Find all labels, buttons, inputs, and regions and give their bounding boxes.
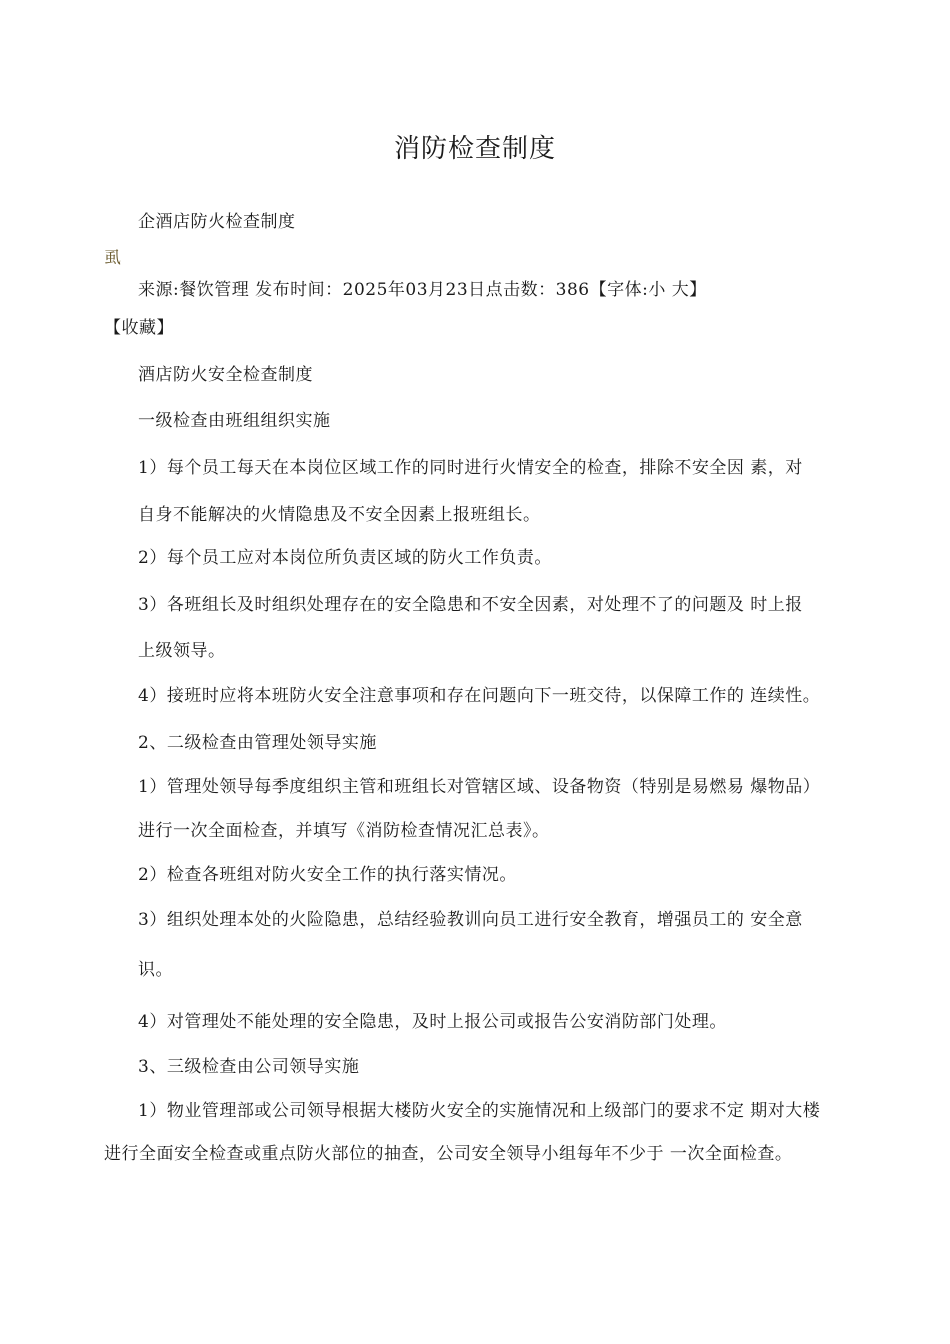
paragraph-line: 自身不能解决的火情隐患及不安全因素上报班组长。 [138, 505, 541, 525]
paragraph-line: 1）管理处领导每季度组织主管和班组长对管辖区域、设备物资（特别是易燃易 爆物品） [138, 777, 821, 797]
paragraph-line: 4）对管理处不能处理的安全隐患，及时上报公司或报告公安消防部门处理。 [138, 1012, 727, 1032]
favorite-link[interactable]: 【收藏】 [104, 318, 174, 338]
paragraph-line: 2）检查各班组对防火安全工作的执行落实情况。 [138, 865, 517, 885]
paragraph-line: 1）每个员工每天在本岗位区域工作的同时进行火情安全的检查，排除不安全因 素，对 [138, 458, 803, 478]
paragraph-line: 4）接班时应将本班防火安全注意事项和存在问题向下一班交待，以保障工作的 连续性。 [138, 686, 821, 706]
section-heading: 酒店防火安全检查制度 [138, 365, 313, 385]
doc-subtitle: 企酒店防火检查制度 [138, 212, 296, 232]
section-heading: 3、三级检查由公司领导实施 [138, 1057, 360, 1077]
paragraph-line: 进行全面安全检查或重点防火部位的抽查，公司安全领导小组每年不少于 一次全面检查。 [104, 1144, 793, 1164]
doc-meta-line: 来源:餐饮管理 发布时间：2025年03月23日点击数：386【字体:小 大】 [138, 280, 707, 300]
paragraph-line: 识。 [138, 960, 173, 980]
paragraph-line: 进行一次全面检查，并填写《消防检查情况汇总表》。 [138, 821, 550, 841]
page-title: 消防检查制度 [393, 134, 556, 164]
paragraph-line: 3）各班组长及时组织处理存在的安全隐患和不安全因素，对处理不了的问题及 时上报 [138, 595, 803, 615]
paragraph-line: 3）组织处理本处的火险隐患，总结经验教训向员工进行安全教育，增强员工的 安全意 [138, 910, 803, 930]
paragraph-line: 2）每个员工应对本岗位所负责区域的防火工作负责。 [138, 548, 552, 568]
paragraph-line: 1）物业管理部或公司领导根据大楼防火安全的实施情况和上级部门的要求不定 期对大楼 [138, 1101, 821, 1121]
stray-character: 虱 [104, 248, 121, 268]
section-heading: 2、二级检查由管理处领导实施 [138, 733, 377, 753]
paragraph-line: 上级领导。 [138, 641, 226, 661]
section-heading: 一级检查由班组组织实施 [138, 411, 331, 431]
